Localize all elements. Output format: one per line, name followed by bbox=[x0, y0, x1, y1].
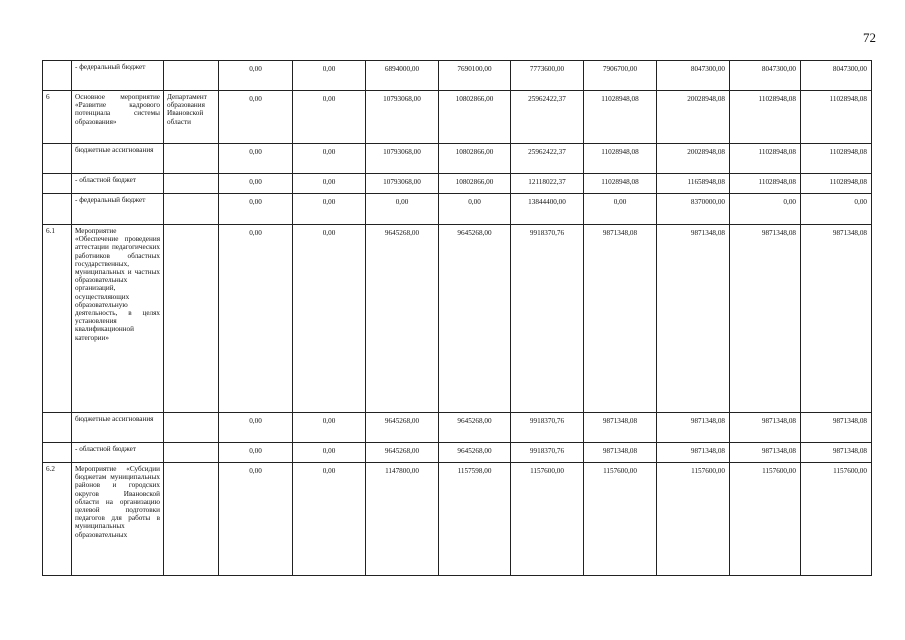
table-row bbox=[43, 144, 872, 174]
value-cell: 11028948,08 bbox=[730, 91, 801, 144]
value-cell: 9871348,08 bbox=[730, 225, 801, 413]
value-cell: 0,00 bbox=[219, 463, 293, 576]
activity-name: Мероприятие «Обеспечение проведения аттестации педагогических работников областных государственных, муниципальных и частных образовательных организаций, осуществляющих образовательную деятельность, в целях установления квалификационной категории» bbox=[72, 225, 164, 413]
value-cell: 9871348,08 bbox=[801, 225, 872, 413]
value-cell: 9871348,08 bbox=[730, 443, 801, 463]
value-cell: 10793068,00 bbox=[366, 91, 439, 144]
value-cell: 8047300,00 bbox=[657, 61, 730, 91]
value-cell: 9871348,08 bbox=[584, 443, 657, 463]
value-cell: 1157600,00 bbox=[511, 463, 584, 576]
row-number bbox=[43, 144, 72, 174]
value-cell: 9871348,08 bbox=[730, 413, 801, 443]
value-cell: 9645268,00 bbox=[366, 413, 439, 443]
activity-name: Мероприятие «Субсидии бюджетам муниципальных районов и городских округов Ивановской области на организацию целевой подготовки педагогов для работы в муниципальных образовательных bbox=[72, 463, 164, 576]
executor bbox=[164, 225, 219, 413]
executor: Департамент образования Ивановской области bbox=[164, 91, 219, 144]
row-number bbox=[43, 61, 72, 91]
activity-name: бюджетные ассигнования bbox=[72, 413, 164, 443]
executor bbox=[164, 61, 219, 91]
value-cell: 0,00 bbox=[366, 194, 439, 225]
value-cell: 9871348,08 bbox=[657, 413, 730, 443]
value-cell: 9871348,08 bbox=[584, 413, 657, 443]
row-number bbox=[43, 443, 72, 463]
value-cell: 0,00 bbox=[219, 61, 293, 91]
row-number: 6.1 bbox=[43, 225, 72, 413]
value-cell: 11028948,08 bbox=[801, 174, 872, 194]
value-cell: 0,00 bbox=[219, 144, 293, 174]
table-row bbox=[43, 413, 872, 443]
row-number bbox=[43, 194, 72, 225]
value-cell: 0,00 bbox=[730, 194, 801, 225]
value-cell: 9871348,08 bbox=[801, 443, 872, 463]
value-cell: 10802866,00 bbox=[439, 144, 511, 174]
value-cell: 11028948,08 bbox=[584, 91, 657, 144]
activity-name: - областной бюджет bbox=[72, 174, 164, 194]
value-cell: 1147800,00 bbox=[366, 463, 439, 576]
value-cell: 11028948,08 bbox=[584, 144, 657, 174]
value-cell: 7690100,00 bbox=[439, 61, 511, 91]
value-cell: 9918370,76 bbox=[511, 413, 584, 443]
value-cell: 20028948,08 bbox=[657, 144, 730, 174]
value-cell: 0,00 bbox=[293, 174, 366, 194]
value-cell: 9871348,08 bbox=[657, 443, 730, 463]
value-cell: 9871348,08 bbox=[801, 413, 872, 443]
value-cell: 20028948,08 bbox=[657, 91, 730, 144]
activity-name: Основное мероприятие «Развитие кадрового потенциала системы образования» bbox=[72, 91, 164, 144]
row-number bbox=[43, 413, 72, 443]
value-cell: 25962422,37 bbox=[511, 91, 584, 144]
executor bbox=[164, 443, 219, 463]
value-cell: 1157600,00 bbox=[657, 463, 730, 576]
row-number: 6.2 bbox=[43, 463, 72, 576]
value-cell: 9918370,76 bbox=[511, 443, 584, 463]
value-cell: 1157598,00 bbox=[439, 463, 511, 576]
value-cell: 0,00 bbox=[293, 413, 366, 443]
value-cell: 10793068,00 bbox=[366, 144, 439, 174]
executor bbox=[164, 144, 219, 174]
value-cell: 0,00 bbox=[293, 443, 366, 463]
value-cell: 8370000,00 bbox=[657, 194, 730, 225]
value-cell: 0,00 bbox=[293, 61, 366, 91]
value-cell: 0,00 bbox=[293, 144, 366, 174]
value-cell: 0,00 bbox=[219, 225, 293, 413]
executor bbox=[164, 413, 219, 443]
value-cell: 11028948,08 bbox=[801, 91, 872, 144]
table-row bbox=[43, 91, 872, 144]
value-cell: 11028948,08 bbox=[730, 144, 801, 174]
value-cell: 9645268,00 bbox=[366, 225, 439, 413]
value-cell: 25962422,37 bbox=[511, 144, 584, 174]
value-cell: 0,00 bbox=[801, 194, 872, 225]
table-row bbox=[43, 194, 872, 225]
value-cell: 12118022,37 bbox=[511, 174, 584, 194]
activity-name: - федеральный бюджет bbox=[72, 194, 164, 225]
row-number bbox=[43, 174, 72, 194]
value-cell: 1157600,00 bbox=[730, 463, 801, 576]
table-row bbox=[43, 225, 872, 413]
value-cell: 9645268,00 bbox=[439, 413, 511, 443]
value-cell: 9645268,00 bbox=[439, 225, 511, 413]
page-number: 72 bbox=[863, 30, 876, 45]
value-cell: 9871348,08 bbox=[584, 225, 657, 413]
value-cell: 10802866,00 bbox=[439, 174, 511, 194]
value-cell: 11028948,08 bbox=[730, 174, 801, 194]
value-cell: 0,00 bbox=[293, 194, 366, 225]
table-row bbox=[43, 174, 872, 194]
value-cell: 0,00 bbox=[293, 91, 366, 144]
value-cell: 11028948,08 bbox=[801, 144, 872, 174]
value-cell: 8047300,00 bbox=[801, 61, 872, 91]
value-cell: 0,00 bbox=[584, 194, 657, 225]
row-number: 6 bbox=[43, 91, 72, 144]
value-cell: 10802866,00 bbox=[439, 91, 511, 144]
value-cell: 1157600,00 bbox=[584, 463, 657, 576]
value-cell: 0,00 bbox=[219, 443, 293, 463]
value-cell: 0,00 bbox=[219, 91, 293, 144]
value-cell: 8047300,00 bbox=[730, 61, 801, 91]
value-cell: 10793068,00 bbox=[366, 174, 439, 194]
value-cell: 0,00 bbox=[439, 194, 511, 225]
value-cell: 9871348,08 bbox=[657, 225, 730, 413]
value-cell: 0,00 bbox=[293, 225, 366, 413]
value-cell: 7773600,00 bbox=[511, 61, 584, 91]
table-row bbox=[43, 61, 872, 91]
executor bbox=[164, 463, 219, 576]
activity-name: бюджетные ассигнования bbox=[72, 144, 164, 174]
value-cell: 0,00 bbox=[219, 174, 293, 194]
value-cell: 9645268,00 bbox=[439, 443, 511, 463]
value-cell: 6894000,00 bbox=[366, 61, 439, 91]
value-cell: 1157600,00 bbox=[801, 463, 872, 576]
executor bbox=[164, 194, 219, 225]
value-cell: 0,00 bbox=[293, 463, 366, 576]
value-cell: 11658948,08 bbox=[657, 174, 730, 194]
value-cell: 0,00 bbox=[219, 413, 293, 443]
budget-table bbox=[42, 60, 872, 576]
executor bbox=[164, 174, 219, 194]
table-row bbox=[43, 463, 872, 576]
activity-name: - областной бюджет bbox=[72, 443, 164, 463]
value-cell: 0,00 bbox=[219, 194, 293, 225]
value-cell: 11028948,08 bbox=[584, 174, 657, 194]
value-cell: 7906700,00 bbox=[584, 61, 657, 91]
activity-name: - федеральный бюджет bbox=[72, 61, 164, 91]
value-cell: 13844400,00 bbox=[511, 194, 584, 225]
table-row bbox=[43, 443, 872, 463]
value-cell: 9645268,00 bbox=[366, 443, 439, 463]
value-cell: 9918370,76 bbox=[511, 225, 584, 413]
